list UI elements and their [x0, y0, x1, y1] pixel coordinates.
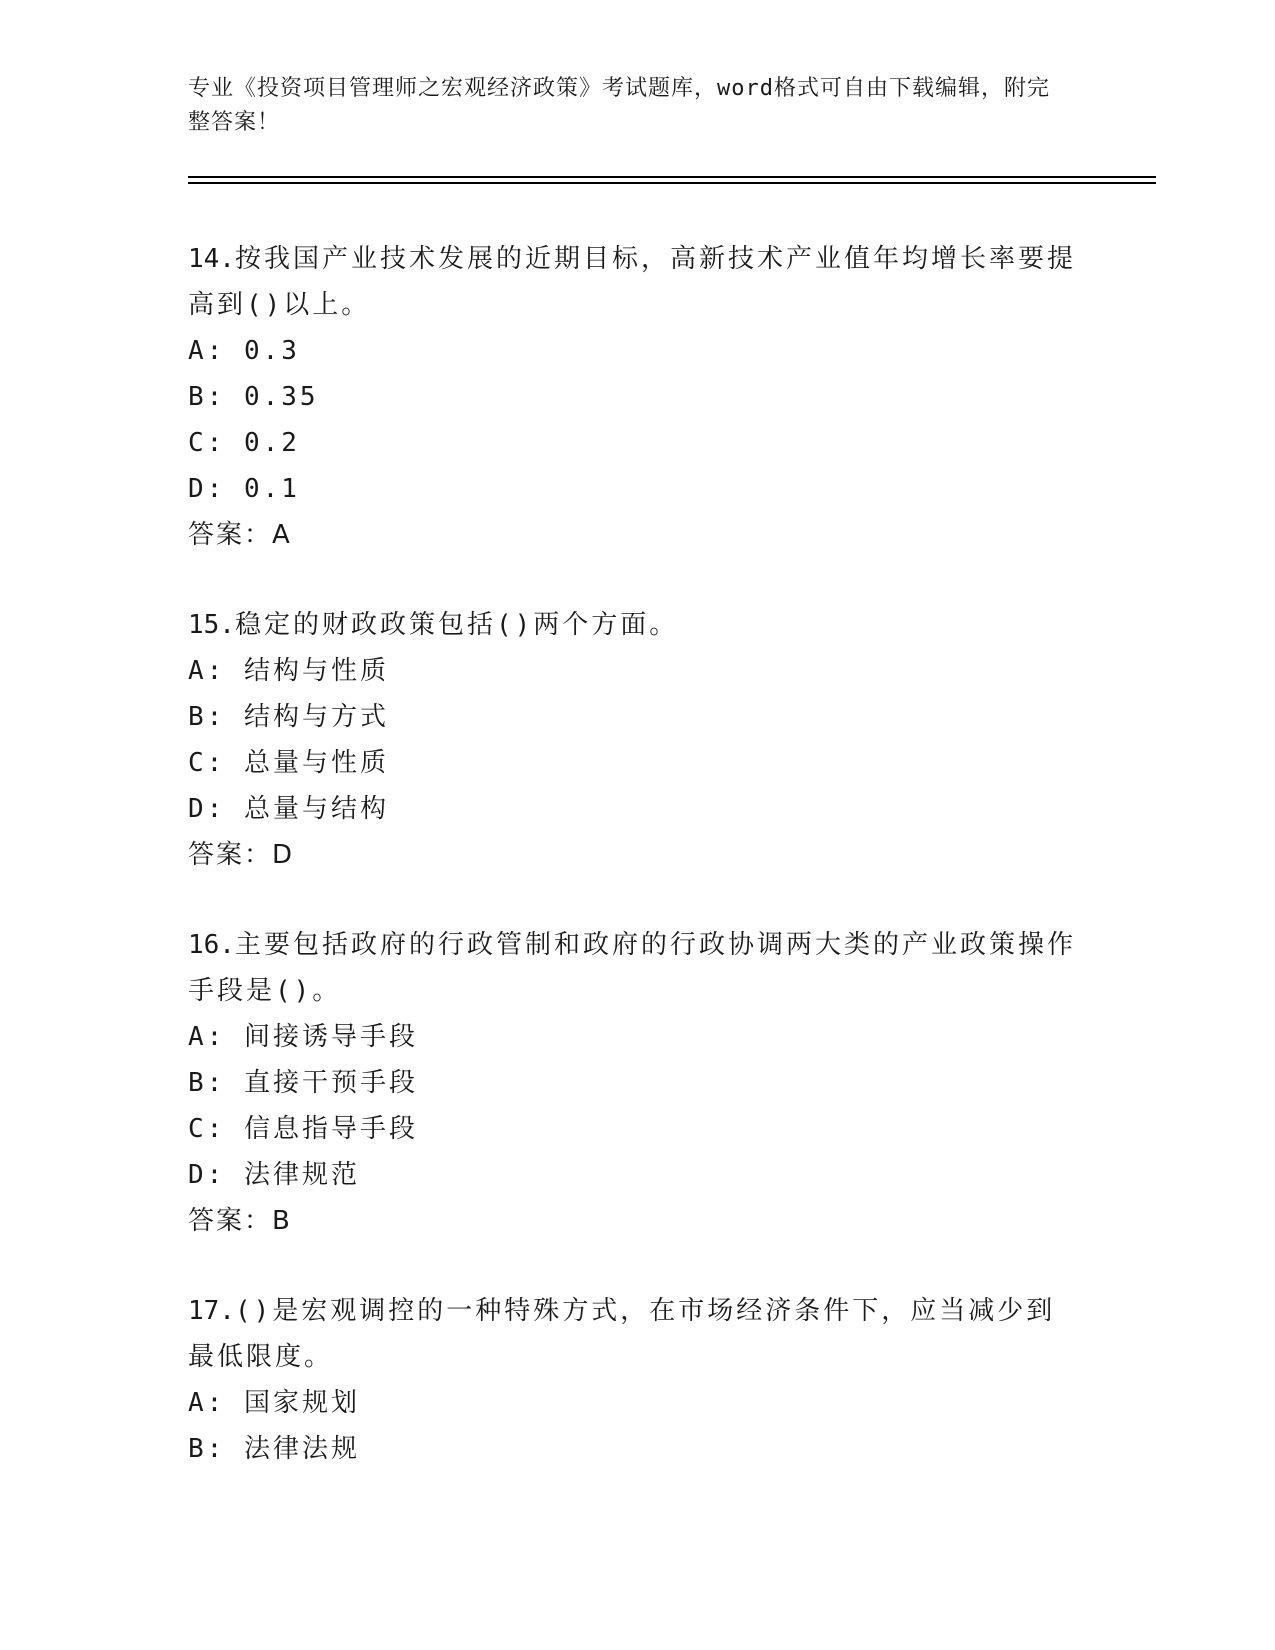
- option-letter: C:: [188, 428, 226, 458]
- option-b: [188, 1426, 1078, 1472]
- option-text: 0.1: [243, 474, 300, 504]
- answer-value: A: [272, 520, 292, 550]
- option-text: 直接干预手段: [243, 1068, 418, 1098]
- option-letter: A:: [188, 336, 226, 366]
- option-c: [188, 740, 1078, 786]
- option-letter: C:: [188, 748, 226, 778]
- question-number: 14.: [188, 244, 235, 274]
- question-text: 按我国产业技术发展的近期目标，高新技术产业值年均增长率要提高到()以上。: [188, 244, 1076, 320]
- question-number: 16.: [188, 930, 235, 960]
- option-text: 结构与方式: [243, 702, 389, 732]
- option-text: 国家规划: [243, 1388, 360, 1418]
- question-number: 17.: [188, 1296, 235, 1326]
- answer-value: D: [272, 840, 295, 870]
- question-stem: [188, 922, 1078, 1014]
- option-text: 法律法规: [243, 1434, 360, 1464]
- option-a: [188, 1014, 1078, 1060]
- option-text: 0.35: [243, 382, 319, 412]
- question-17: [188, 1288, 1078, 1472]
- document-header: [188, 72, 1068, 140]
- option-letter: B:: [188, 702, 226, 732]
- option-text: 结构与性质: [243, 656, 389, 686]
- option-d: [188, 1152, 1078, 1198]
- option-letter: B:: [188, 1068, 226, 1098]
- question-stem: [188, 1288, 1078, 1380]
- option-letter: A:: [188, 1022, 226, 1052]
- option-text: 总量与结构: [243, 794, 389, 824]
- option-letter: D:: [188, 1160, 226, 1190]
- header-divider-top: [188, 176, 1156, 178]
- option-text: 信息指导手段: [243, 1114, 418, 1144]
- question-text: 主要包括政府的行政管制和政府的行政协调两大类的产业政策操作手段是()。: [188, 930, 1076, 1006]
- answer-line: [188, 832, 1078, 878]
- answer-value: B: [272, 1206, 292, 1236]
- answer-line: [188, 512, 1078, 558]
- question-stem: [188, 602, 1078, 648]
- option-letter: D:: [188, 474, 226, 504]
- option-letter: B:: [188, 382, 226, 412]
- header-text: 专业《投资项目管理师之宏观经济政策》考试题库，word格式可自由下载编辑，附完整答案！: [188, 76, 1050, 135]
- option-d: [188, 786, 1078, 832]
- question-15: [188, 602, 1078, 878]
- question-stem: [188, 236, 1078, 328]
- question-list: [188, 236, 1078, 1516]
- option-letter: D:: [188, 794, 226, 824]
- option-c: [188, 420, 1078, 466]
- option-text: 间接诱导手段: [243, 1022, 418, 1052]
- option-b: [188, 374, 1078, 420]
- question-text: 稳定的财政政策包括()两个方面。: [234, 610, 679, 640]
- option-text: 0.3: [243, 336, 300, 366]
- option-letter: C:: [188, 1114, 226, 1144]
- option-text: 法律规范: [243, 1160, 360, 1190]
- question-16: [188, 922, 1078, 1244]
- answer-label: 答案：: [188, 520, 273, 550]
- question-text: ()是宏观调控的一种特殊方式，在市场经济条件下，应当减少到最低限度。: [188, 1296, 1056, 1372]
- option-b: [188, 694, 1078, 740]
- option-c: [188, 1106, 1078, 1152]
- option-letter: A:: [188, 1388, 226, 1418]
- question-number: 15.: [188, 610, 235, 640]
- answer-label: 答案：: [188, 1206, 273, 1236]
- answer-label: 答案：: [188, 840, 273, 870]
- option-letter: B:: [188, 1434, 226, 1464]
- option-text: 0.2: [243, 428, 300, 458]
- option-text: 总量与性质: [243, 748, 389, 778]
- option-a: [188, 1380, 1078, 1426]
- option-a: [188, 328, 1078, 374]
- option-b: [188, 1060, 1078, 1106]
- answer-line: [188, 1198, 1078, 1244]
- question-14: [188, 236, 1078, 558]
- header-divider-bottom: [188, 182, 1156, 184]
- option-letter: A:: [188, 656, 226, 686]
- option-a: [188, 648, 1078, 694]
- option-d: [188, 466, 1078, 512]
